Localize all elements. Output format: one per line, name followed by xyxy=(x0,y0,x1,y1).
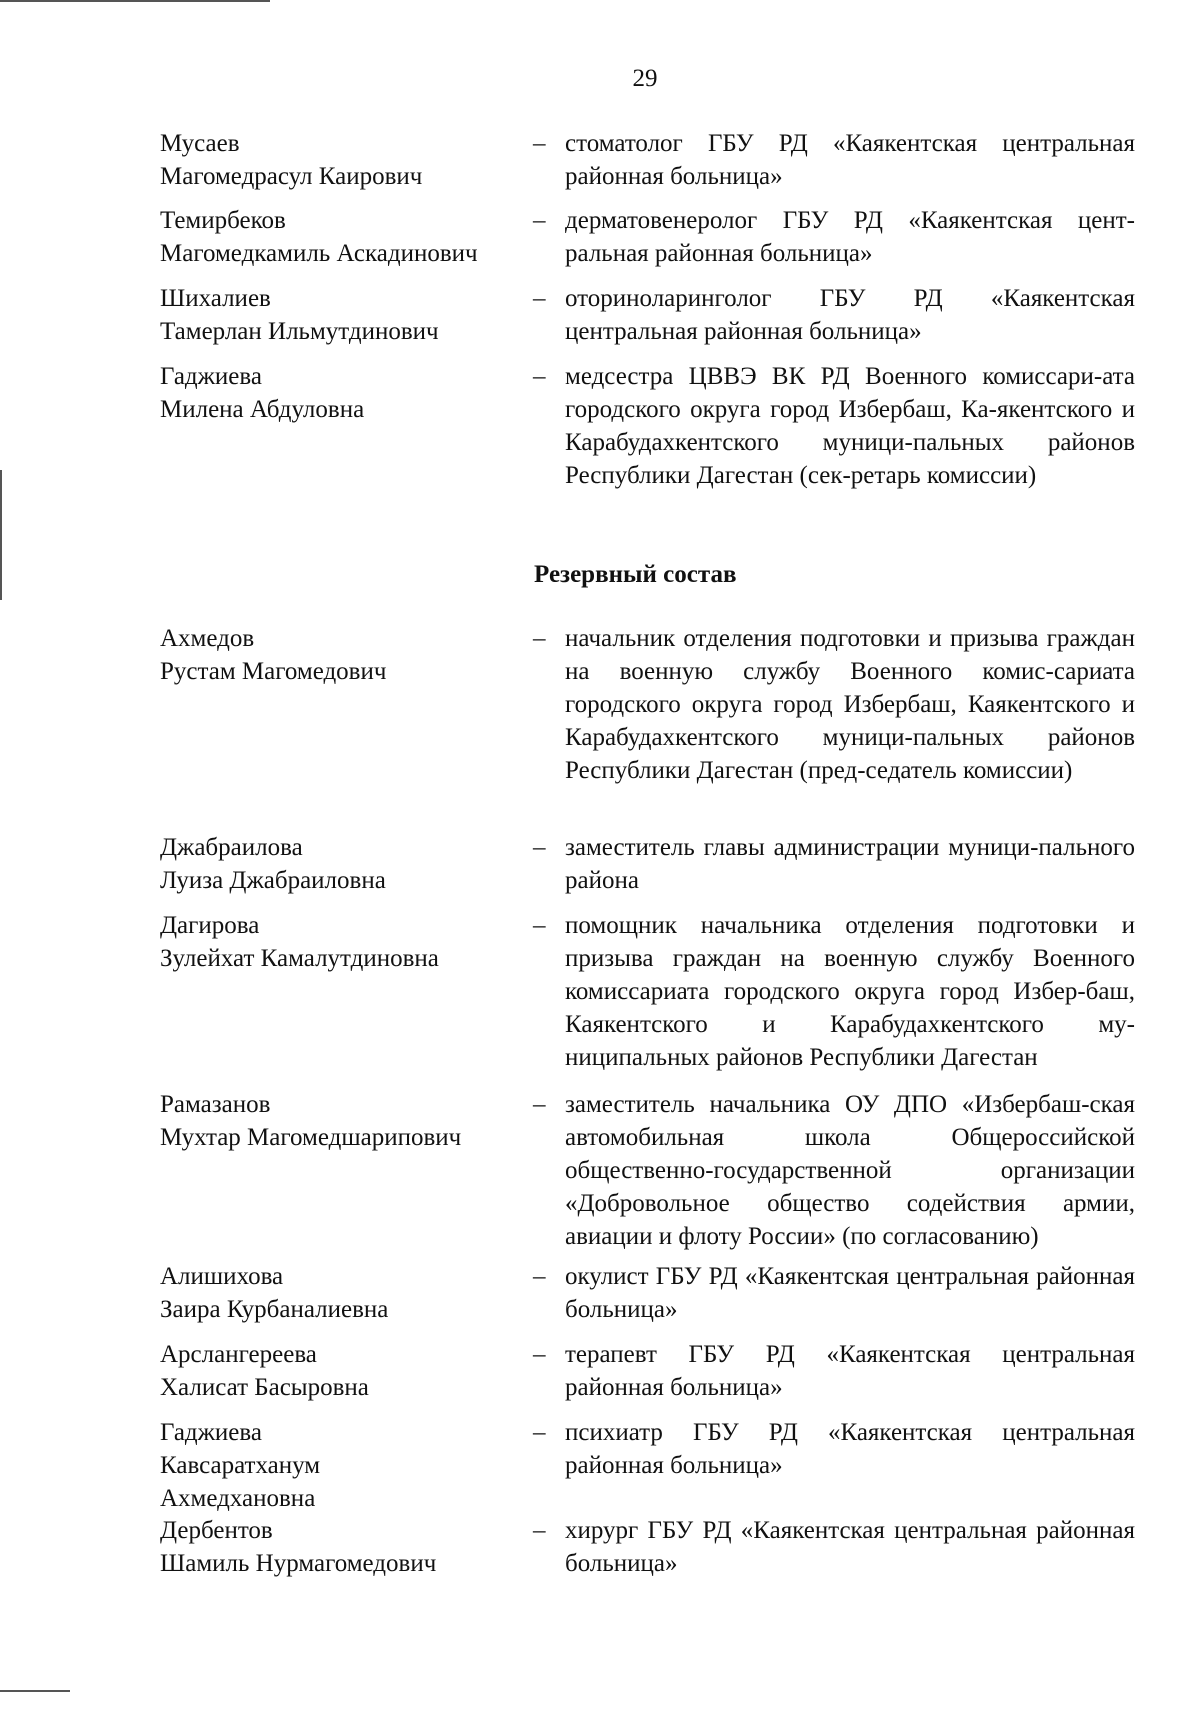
member-name-line: Тамерлан Ильмутдинович xyxy=(160,318,439,345)
member-position: психиатр ГБУ РД «Каякентская центральная районная больница» xyxy=(565,1419,1135,1479)
member-name-line: Рустам Магомедович xyxy=(160,658,387,685)
member-name-line: Ахмедхановна xyxy=(160,1485,316,1512)
member-name-line: Халисат Басыровна xyxy=(160,1374,369,1401)
scan-edge-mark xyxy=(0,470,2,600)
member-name-line: Дагирова xyxy=(160,912,260,939)
dash-separator: – xyxy=(533,363,546,390)
dash-separator: – xyxy=(533,1263,546,1290)
member-name-line: Мухтар Магомедшарипович xyxy=(160,1124,462,1151)
member-name xyxy=(160,909,510,975)
member-name-line: Шихалиев xyxy=(160,285,271,312)
reserve-section-title: Резервный состав xyxy=(534,561,737,588)
member-name-line: Зулейхат Камалутдиновна xyxy=(160,945,439,972)
member-name xyxy=(160,1338,510,1404)
member-name xyxy=(160,127,510,193)
member-position: хирург ГБУ РД «Каякентская центральная районная больница» xyxy=(565,1517,1135,1577)
dash-separator: – xyxy=(533,1091,546,1118)
member-name xyxy=(160,282,510,348)
scan-edge-mark xyxy=(0,0,270,2)
member-position: медсестра ЦВВЭ ВК РД Военного комиссари-ата городского округа город Избербаш, Ка-якентского и Карабудахкентского муници-пальных районов Республики Дагестан (сек-ретарь комиссии) xyxy=(565,363,1135,489)
scan-edge-mark xyxy=(0,1690,70,1692)
member-name-line: Рамазанов xyxy=(160,1091,271,1118)
dash-separator: – xyxy=(533,207,546,234)
member-name-line: Алишихова xyxy=(160,1263,284,1290)
member-position: оториноларинголог ГБУ РД «Каякентская центральная районная больница» xyxy=(565,285,1135,345)
member-name-line: Кавсаратханум xyxy=(160,1452,321,1479)
member-position: стоматолог ГБУ РД «Каякентская центральная районная больница» xyxy=(565,130,1135,190)
dash-separator: – xyxy=(533,912,546,939)
member-name xyxy=(160,1088,510,1154)
member-name xyxy=(160,204,510,270)
member-name xyxy=(160,831,510,897)
member-name-line: Магомедрасул Каирович xyxy=(160,163,423,190)
member-name xyxy=(160,1260,510,1326)
member-position: заместитель начальника ОУ ДПО «Избербаш-ская автомобильная школа Общероссийской общественно-государственной организации «Добровольное общество содействия армии, авиации и флоту России» (по согласованию) xyxy=(565,1091,1135,1250)
member-name-line: Магомедкамиль Аскадинович xyxy=(160,240,478,267)
dash-separator: – xyxy=(533,834,546,861)
member-position: заместитель главы администрации муници-пального района xyxy=(565,834,1135,894)
dash-separator: – xyxy=(533,1419,546,1446)
dash-separator: – xyxy=(533,1517,546,1544)
member-position: терапевт ГБУ РД «Каякентская центральная районная больница» xyxy=(565,1341,1135,1401)
member-name-line: Гаджиева xyxy=(160,1419,262,1446)
member-name xyxy=(160,360,510,426)
member-name-line: Шамиль Нурмагомедович xyxy=(160,1550,437,1577)
member-name-line: Джабраилова xyxy=(160,834,303,861)
member-name-line: Луиза Джабраиловна xyxy=(160,867,386,894)
member-name-line: Ахмедов xyxy=(160,625,255,652)
member-name-line: Арслангереева xyxy=(160,1341,317,1368)
member-name xyxy=(160,622,510,688)
dash-separator: – xyxy=(533,625,546,652)
member-name-line: Милена Абдуловна xyxy=(160,396,365,423)
page-number: 29 xyxy=(632,65,658,92)
member-position: помощник начальника отделения подготовки и призыва граждан на военную службу Военного комиссариата городского округа город Избер-баш, Каякентского и Карабудахкентского му-ниципальных районов Республики Дагестан xyxy=(565,912,1135,1071)
member-name-line: Гаджиева xyxy=(160,363,262,390)
member-name-line: Темирбеков xyxy=(160,207,286,234)
dash-separator: – xyxy=(533,285,546,312)
member-position: начальник отделения подготовки и призыва граждан на военную службу Военного комис-сариата городского округа город Избербаш, Каякентского и Карабудахкентского муници-пальных районов Республики Дагестан (пред-седатель комиссии) xyxy=(565,625,1135,784)
member-name-line: Дербентов xyxy=(160,1517,273,1544)
member-name-line: Мусаев xyxy=(160,130,240,157)
member-name-line: Заира Курбаналиевна xyxy=(160,1296,389,1323)
member-name xyxy=(160,1416,510,1515)
member-name xyxy=(160,1514,510,1580)
member-position: дерматовенеролог ГБУ РД «Каякентская цент-ральная районная больница» xyxy=(565,207,1135,267)
member-position: окулист ГБУ РД «Каякентская центральная районная больница» xyxy=(565,1263,1135,1323)
dash-separator: – xyxy=(533,130,546,157)
dash-separator: – xyxy=(533,1341,546,1368)
